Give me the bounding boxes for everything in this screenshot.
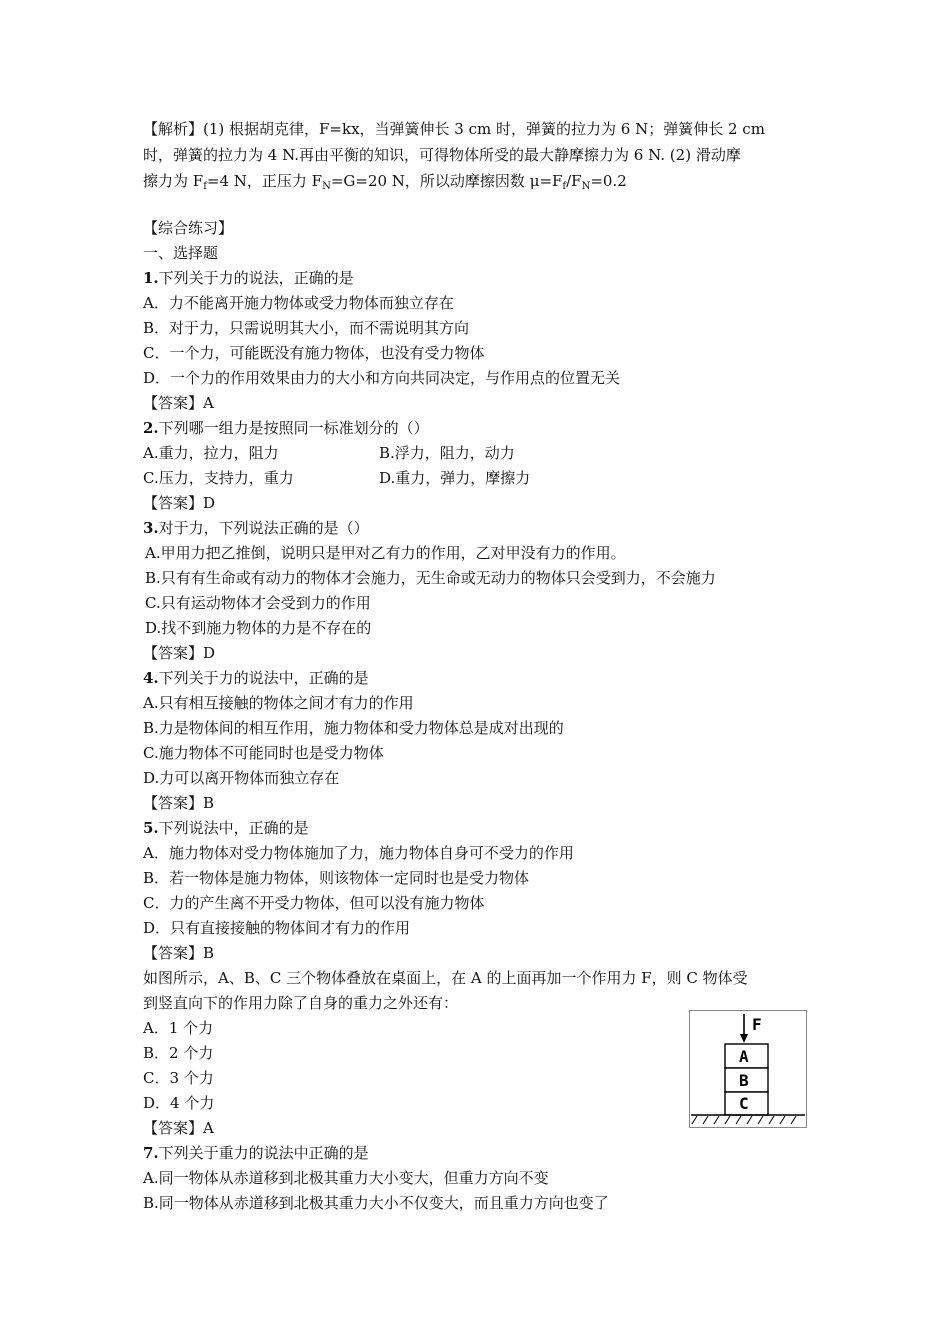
question-1-option-c: C．一个力，可能既没有施力物体，也没有受力物体 [143,344,485,362]
question-7-stem: 7.下列关于重力的说法中正确的是 [143,1144,369,1162]
question-6-answer: 【答案】A [143,1119,214,1137]
question-2-option-d: D.重力，弹力，摩擦力 [379,469,531,487]
question-2-answer: 【答案】D [143,494,216,512]
question-5-option-d: D．只有直接接触的物体间才有力的作用 [143,919,411,937]
question-6-option-b: B．2 个力 [143,1044,214,1062]
question-6-option-a: A．1 个力 [143,1019,214,1037]
question-4-option-b: B.力是物体间的相互作用，施力物体和受力物体总是成对出现的 [143,719,564,737]
question-2-options-row-2 [143,468,531,488]
block-a-label: A [739,1047,749,1066]
question-5-option-c: C．力的产生离不开受力物体，但可以没有施力物体 [143,894,485,912]
question-2-stem: 2.下列哪一组力是按照同一标准划分的（） [143,419,429,437]
question-1-answer: 【答案】A [143,394,214,412]
question-3-option-a: A.甲用力把乙推倒，说明只是甲对乙有力的作用，乙对甲没有力的作用。 [145,544,626,562]
question-6-stem-line-2: 到竖直向下的作用力除了自身的重力之外还有： [143,994,459,1012]
force-label: F [752,1015,762,1034]
question-4-option-d: D.力可以离开物体而独立存在 [143,769,340,787]
question-1-stem: 1.下列关于力的说法，正确的是 [143,269,354,287]
question-1-option-d: D．一个力的作用效果由力的大小和方向共同决定，与作用点的位置无关 [143,369,621,387]
question-4-stem: 4.下列关于力的说法中，正确的是 [143,669,369,687]
question-6-option-d: D．4 个力 [143,1094,215,1112]
stacked-blocks-figure [689,1010,807,1128]
question-2-option-a: A.重力，拉力，阻力 [143,444,279,462]
question-3-option-c: C.只有运动物体才会受到力的作用 [145,594,371,612]
question-3-answer: 【答案】D [143,644,216,662]
question-6-option-c: C．3 个力 [143,1069,214,1087]
question-1-option-a: A．力不能离开施力物体或受力物体而独立存在 [143,294,454,312]
question-2-options-row-1 [143,443,515,463]
question-7-option-a: A.同一物体从赤道移到北极其重力大小变大，但重力方向不变 [143,1169,549,1187]
question-5-option-a: A．施力物体对受力物体施加了力，施力物体自身可不受力的作用 [143,844,574,862]
question-5-answer: 【答案】B [143,944,215,962]
question-3-stem: 3.对于力，下列说法正确的是（） [143,519,369,537]
analysis-line-2: 时，弹簧的拉力为 4 N.再由平衡的知识，可得物体所受的最大静摩擦力为 6 N. (2) 滑动摩 [143,146,741,164]
question-7-option-b: B.同一物体从赤道移到北极其重力大小不仅变大，而且重力方向也变了 [143,1194,609,1212]
block-c-label: C [739,1094,749,1113]
question-5-stem: 5.下列说法中，正确的是 [143,819,309,837]
stacked-blocks-diagram [689,1010,807,1128]
question-4-option-c: C.施力物体不可能同时也是受力物体 [143,744,384,762]
question-2-option-b: B.浮力，阻力，动力 [379,444,515,462]
question-3-option-b: B.只有有生命或有动力的物体才会施力，无生命或无动力的物体只会受到力，不会施力 [145,569,716,587]
block-b-label: B [739,1071,749,1090]
question-6-stem-line-1: 如图所示，A、B、C 三个物体叠放在桌面上，在 A 的上面再加一个作用力 F，则 C 物体受 [143,969,748,987]
section-title: 【综合练习】 [143,219,234,237]
analysis-line-1: 【解析】(1) 根据胡克律，F=kx，当弹簧伸长 3 cm 时，弹簧的拉力为 6 N；弹簧伸长 2 cm [143,120,765,138]
section-subtitle: 一、选择题 [143,244,219,262]
question-4-option-a: A.只有相互接触的物体之间才有力的作用 [143,694,414,712]
analysis-line-3: 擦力为 $F_f=4$ N，正压力 $F_N=G=20$ N，所以动摩擦因数 $\mu=F_f/F_N=0.2$ [143,172,627,192]
question-3-option-d: D.找不到施力物体的力是不存在的 [145,619,372,637]
question-4-answer: 【答案】B [143,794,215,812]
question-5-option-b: B．若一物体是施力物体，则该物体一定同时也是受力物体 [143,869,530,887]
question-1-option-b: B．对于力，只需说明其大小，而不需说明其方向 [143,319,470,337]
question-2-option-c: C.压力，支持力，重力 [143,469,294,487]
